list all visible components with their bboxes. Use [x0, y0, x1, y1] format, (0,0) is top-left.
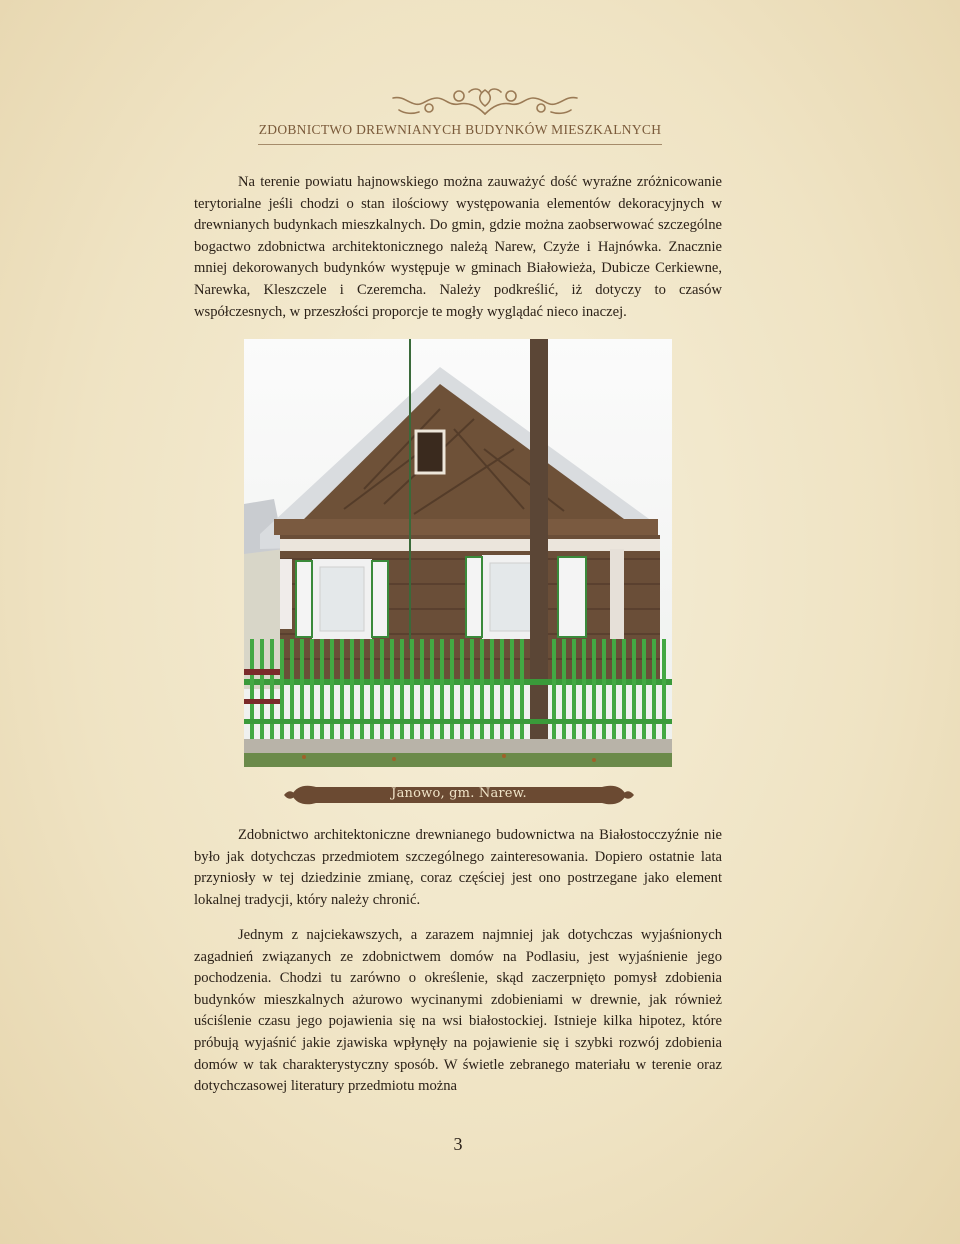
second-paragraph: Zdobnictwo architektoniczne drewnianego budownictwa na Białostocczyźnie nie było jak dotychczas przedmiotem szczególnego zainteresowania. Dopiero ostatnie lata przyniosły w tej dziedzinie zmianę, coraz częściej jest ono postrzegane jako element lokalnej tradycji, który należy chronić. [194, 827, 722, 908]
third-paragraph: Jednym z najciekawszych, a zarazem najmniej jak dotychczas wyjaśnionych zagadnień związanych ze zdobnictwem domów na Podlasiu, jest wyjaśnienie jego pochodzenia. Chodzi tu zarówno o określenie, skąd zaczerpnięto pomysł zdobienia budynków mieszkalnych ażurowo wycinanymi zdobieniami w drewnie, jak również uściślenie czasu jego pojawienia się na wsi białostockiej. Istnieje kilka hipotez, które próbują wyjaśnić jakie zjawiska wpłynęły na pojawienie się i szybki rozwój zdobienia domów w tak charakterystyczny sposób. W świetle zebranego materiału w terenie oraz dotychczasowej literatury przedmiotu można [194, 927, 722, 1095]
header-ornament [385, 84, 585, 118]
header-divider [258, 144, 662, 145]
header-title: ZDOBNICTWO DREWNIANYCH BUDYNKÓW MIESZKALNYCH [258, 122, 662, 137]
page-number: 3 [453, 1134, 463, 1154]
house-photo [244, 339, 672, 767]
intro-paragraph: Na terenie powiatu hajnowskiego można zauważyć dość wyraźne zróżnicowanie terytorialne jeśli chodzi o stan ilościowy występowania elementów dekoracyjnych w drewnianych budynkach mieszkalnych. Do gmin, gdzie można zaobserwować szczególne bogactwo zdobnictwa architektonicznego należą Narew, Czyże i Hajnówka. Znacznie mniej dekorowanych budynków występuje w gminach Białowieża, Dubicze Cerkiewne, Narewka, Kleszczele i Czeremcha. Należy podkreślić, iż dotyczy to czasów współczesnych, w przeszłości proporcje te mogły wyglądać nieco inaczej. [194, 174, 722, 320]
photo-caption: Janowo, gm. Narew. [391, 786, 527, 801]
